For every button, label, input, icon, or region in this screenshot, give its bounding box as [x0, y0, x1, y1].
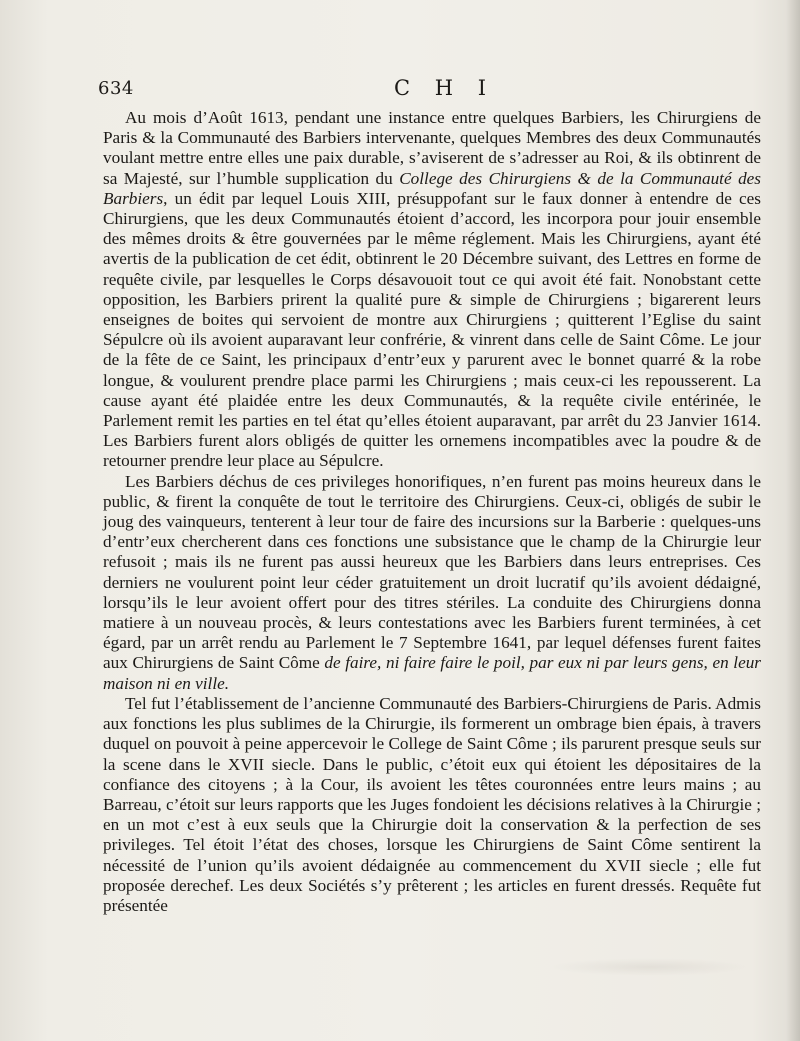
text-run: Les Barbiers déchus de ces privileges honorifiques, n’en furent pas moins heureux dans le public, & firent la conquête de tout le territoire des Chirurgiens. Ceux-ci, obligés de subir le joug des vainqueurs, tenterent à leur tour de faire des incursions sur la Barberie : quelques-uns d’entr’eux chercherent dans ces fonctions une subsistance que le champ de la Chirurgie leur refusoit ; mais ils ne furent pas aussi heureux que les Barbiers dans leurs entreprises. Ces derniers ne voulurent point leur céder gratuitement un droit lucratif qu’ils avoient dédaigné, lorsqu’ils le leur avoient offert pour des titres stériles. La conduite des Chirurgiens donna matiere à un nouveau procès, & leurs contestations avec les Barbiers furent terminées, à cet égard, par un arrêt rendu au Parlement le 7 Septembre 1641, par lequel défenses furent faites aux Chirurgiens de Saint Côme [103, 471, 761, 673]
paragraph [103, 472, 761, 694]
page-number: 634 [98, 78, 134, 99]
text-run: Tel fut l’établissement de l’ancienne Communauté des Barbiers-Chirurgiens de Paris. Admis aux fonctions les plus sublimes de la Chirurgie, ils formerent un ombrage bien épais, à travers duquel on pouvoit à peine appercevoir le College de Saint Côme ; ils parurent presque seuls sur la scene dans le XVII siecle. Dans le public, c’étoit eux qui étoient les dépositaires de la confiance des citoyens ; à la Cour, ils avoient les têtes couronnées entre leurs mains ; au Barreau, c’étoit sur leurs rapports que les Juges fondoient les décisions relatives à la Chirurgie ; en un mot c’est à eux seuls que la Chirurgie doit la conservation & la perfection de ses privileges. Tel étoit l’état des choses, lorsque les Chirurgiens de Saint Côme sentirent la nécessité de l’union qu’ils avoient dédaignée au commencement du XVII siecle ; elle fut proposée derechef. Les deux Sociétés s’y prêterent ; les articles en furent dressés. Requête fut présentée [103, 693, 761, 915]
running-head: C H I [394, 76, 496, 100]
text-run: , un édit par lequel Louis XIII, présuppofant sur le faux donner à entendre de ces Chirurgiens, que les deux Communautés étoient d’accord, les incorpora pour jouir ensemble des mêmes droits & être gouvernées par le même réglement. Mais les Chirurgiens, ayant été avertis de la publication de cet édit, obtinrent le 20 Décembre suivant, des Lettres en forme de requête civile, par lesquelles le Corps désavouoit tout ce qui avoit été fait. Nonobstant cette opposition, les Barbiers prirent la qualité pure & simple de Chirurgiens ; bigarerent leurs enseignes de boites qui servoient de montre aux Chirurgiens ; quitterent l’Eglise du saint Sépulcre où ils avoient auparavant leur confrérie, & vinrent dans celle de Saint Côme. Le jour de la fête de ce Saint, les principaux d’entr’eux y parurent avec le bonnet quarré & la robe longue, & voulurent prendre place parmi les Chirurgiens ; mais ceux-ci les repousserent. La cause ayant été plaidée entre les deux Communautés, & la requête civile entérinée, le Parlement remit les parties en tel état qu’elles étoient auparavant, par arrêt du 23 Janvier 1614. Les Barbiers furent alors obligés de quitter les ornemens incompatibles avec la poudre & de retourner prendre leur place au Sépulcre. [103, 188, 761, 471]
page-header [98, 76, 758, 102]
paragraph [103, 108, 761, 472]
page-edge-shadow [786, 0, 800, 1041]
text-run: Au mois d’Août 1613, pendant une instance entre quelques Barbiers, les Chirurgiens de Paris & la Communauté des Barbiers intervenante, quelques Membres des deux Communautés voulant mettre entre elles une paix durable, s’aviserent de s’adresser au Roi, & ils obtinrent de sa Majesté, sur l’humble supplication du [103, 108, 761, 188]
body-text [103, 108, 761, 916]
paragraph [103, 694, 761, 916]
italic-text-run: de faire, ni faire faire le poil, par eux ni par leurs gens, en leur maison ni en ville. [103, 653, 761, 693]
italic-text-run: College des Chirurgiens & de la Communauté des Barbiers [103, 168, 761, 208]
ink-bleed-through [550, 958, 750, 976]
